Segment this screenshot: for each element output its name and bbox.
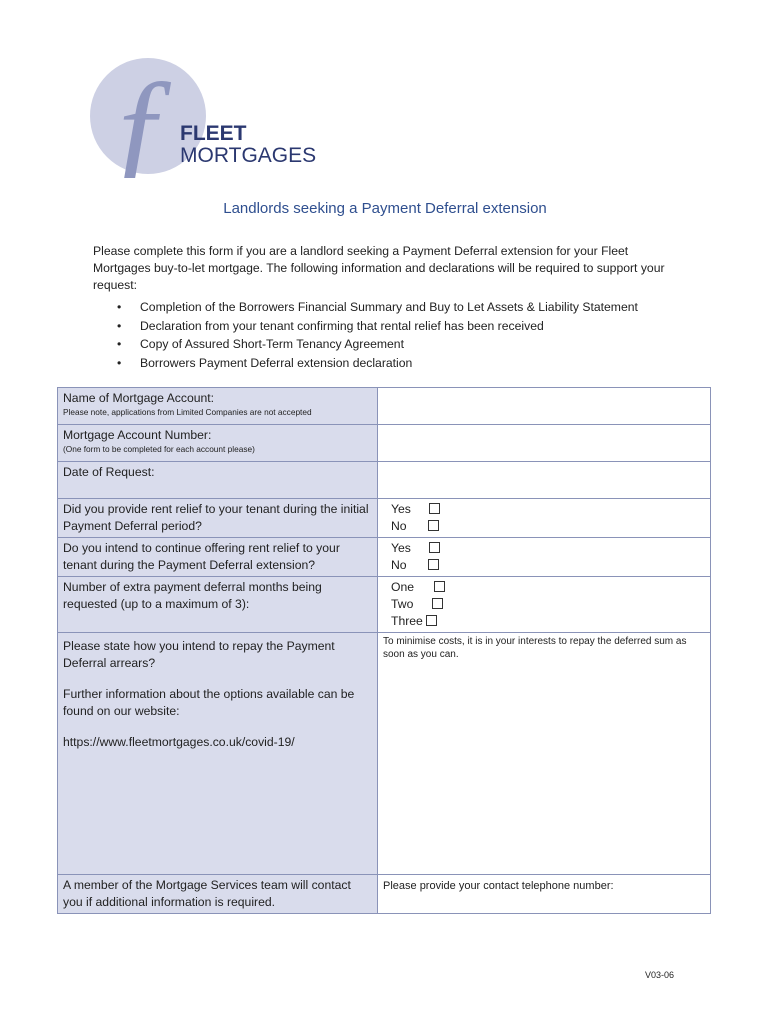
row-account-number (58, 425, 711, 462)
option-three-label: Three (391, 614, 423, 628)
months-label: Number of extra payment deferral months being requested (up to a maximum of 3): (58, 577, 378, 633)
rent-relief-initial-options (378, 499, 711, 538)
months-options (378, 577, 711, 633)
account-name-field[interactable] (378, 388, 711, 425)
checkbox-icon[interactable] (429, 542, 440, 553)
option-two-label: Two (391, 597, 414, 611)
checkbox-icon[interactable] (426, 615, 437, 626)
checkbox-icon[interactable] (428, 559, 439, 570)
account-name-label-cell (58, 388, 378, 425)
repay-label-cell (58, 633, 378, 875)
contact-phone-field[interactable] (378, 875, 711, 914)
option-no-label: No (391, 558, 407, 572)
website-link[interactable]: https://www.fleetmortgages.co.uk/covid-19/ (63, 735, 295, 749)
row-repay (58, 633, 711, 875)
option-three[interactable] (383, 613, 705, 630)
checkbox-icon[interactable] (429, 503, 440, 514)
account-number-field[interactable] (378, 425, 711, 462)
rent-relief-initial-label: Did you provide rent relief to your tenant during the initial Payment Deferral period? (58, 499, 378, 538)
further-info-text: Further information about the options available can be found on our website: (63, 687, 355, 718)
repay-label: Please state how you intend to repay the Payment Deferral arrears? (63, 639, 335, 670)
requirements-list (93, 299, 653, 373)
row-months (58, 577, 711, 633)
account-name-note: Please note, applications from Limited Companies are not accepted (63, 407, 312, 417)
account-number-note: (One form to be completed for each account please) (63, 444, 255, 454)
rent-relief-extension-options (378, 538, 711, 577)
logo-word-fleet: FLEET (180, 122, 247, 145)
fleet-mortgages-logo (90, 58, 350, 178)
request-form-table (57, 387, 711, 914)
page-title: Landlords seeking a Payment Deferral extension (223, 200, 547, 217)
row-rent-relief-extension (58, 538, 711, 577)
option-no[interactable] (383, 557, 705, 574)
option-one[interactable] (383, 579, 705, 596)
date-label: Date of Request: (63, 465, 155, 479)
intro-paragraph: Please complete this form if you are a landlord seeking a Payment Deferral extension for your Fleet Mortgages buy-to-let mortgage. The following information and declarations will be required to support your request: (93, 244, 665, 292)
account-name-label: Name of Mortgage Account: (63, 391, 215, 405)
requirement-item: • Declaration from your tenant confirming that rental relief has been received (93, 318, 653, 336)
option-one-label: One (391, 580, 415, 594)
row-contact (58, 875, 711, 914)
requirement-item: • Completion of the Borrowers Financial Summary and Buy to Let Assets & Liability Statement (93, 299, 653, 317)
checkbox-icon[interactable] (428, 520, 439, 531)
repay-hint: To minimise costs, it is in your interests to repay the deferred sum as soon as you can. (383, 636, 687, 660)
row-account-name (58, 388, 711, 425)
requirement-item: • Borrowers Payment Deferral extension declaration (93, 355, 653, 373)
contact-label: A member of the Mortgage Services team will contact you if additional information is required. (58, 875, 378, 914)
logo-f-letter: f (118, 58, 156, 178)
checkbox-icon[interactable] (432, 598, 443, 609)
version-label: V03-06 (645, 970, 675, 980)
row-rent-relief-initial (58, 499, 711, 538)
account-number-label: Mortgage Account Number: (63, 428, 212, 442)
requirement-item: • Copy of Assured Short-Term Tenancy Agreement (93, 336, 653, 354)
option-yes-label: Yes (391, 502, 411, 516)
option-two[interactable] (383, 596, 705, 613)
logo-graphic (90, 58, 350, 178)
option-yes[interactable] (383, 501, 705, 518)
intro-text (93, 243, 683, 294)
row-date (58, 462, 711, 499)
option-no-label: No (391, 519, 407, 533)
repay-field[interactable] (378, 633, 711, 875)
contact-phone-label: Please provide your contact telephone number: (383, 880, 614, 892)
account-number-label-cell (58, 425, 378, 462)
date-label-cell (58, 462, 378, 499)
option-yes[interactable] (383, 540, 705, 557)
option-yes-label: Yes (391, 541, 411, 555)
date-field[interactable] (378, 462, 711, 499)
checkbox-icon[interactable] (434, 581, 445, 592)
logo-word-mortgages: MORTGAGES (180, 144, 317, 167)
option-no[interactable] (383, 518, 705, 535)
rent-relief-extension-label: Do you intend to continue offering rent relief to your tenant during the Payment Deferral extension? (58, 538, 378, 577)
